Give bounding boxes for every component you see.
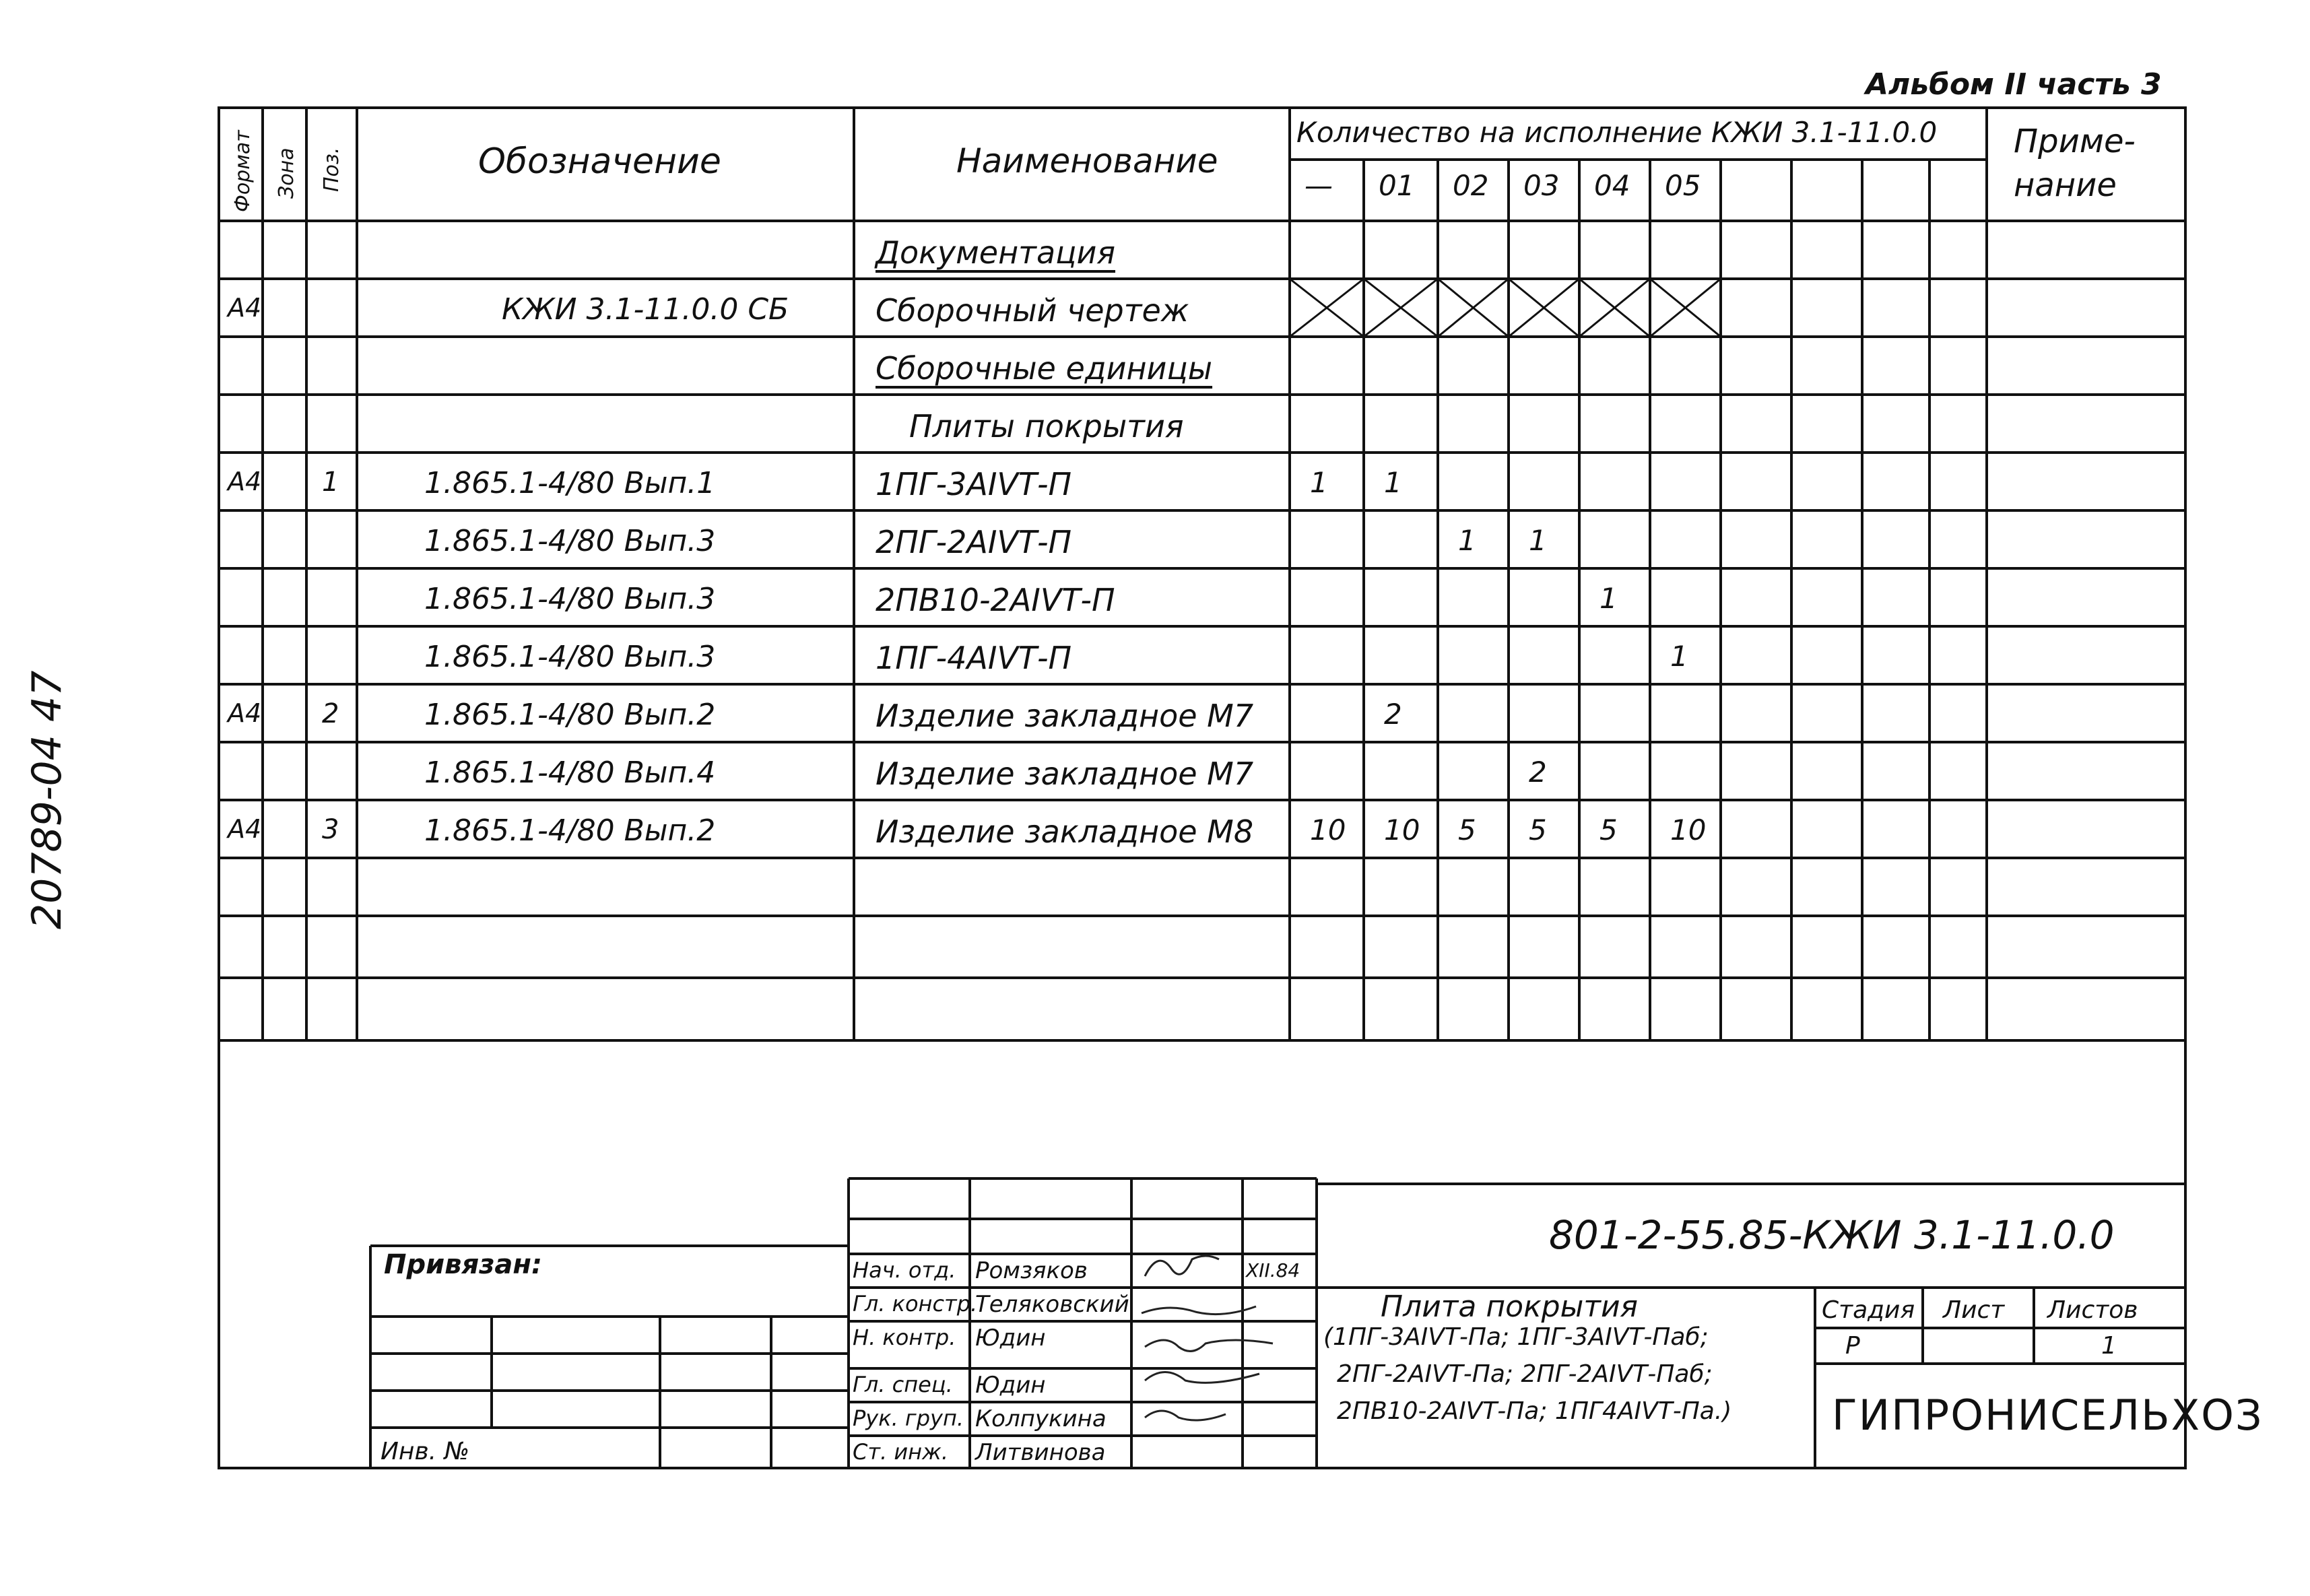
row-name: Сборочный чертеж bbox=[876, 292, 1189, 329]
row-name: Сборочные единицы bbox=[876, 350, 1213, 387]
header-note: Приме- нание bbox=[2014, 123, 2136, 204]
variant-header-3: 03 bbox=[1523, 169, 1560, 202]
row-name: Изделие закладное М8 bbox=[876, 813, 1254, 850]
organization-name: ГИПРОНИСЕЛЬХОЗ bbox=[1832, 1391, 2264, 1440]
title-line-1: Плита покрытия bbox=[1381, 1290, 1639, 1324]
row-name: Плиты покрытия bbox=[909, 408, 1184, 444]
row-name: Изделие закладное М7 bbox=[876, 756, 1254, 792]
header-pos: Поз. bbox=[320, 147, 343, 192]
stamp-person-name: Литвинова bbox=[975, 1439, 1106, 1466]
stamp-person-name: Юдин bbox=[975, 1372, 1046, 1399]
sheet-label: Лист bbox=[1943, 1296, 2005, 1324]
row-designation: 1.865.1-4/80 Вып.3 bbox=[424, 582, 716, 616]
row-name: 2ПГ-2АIVТ-П bbox=[876, 524, 1072, 560]
stamp-role: Ст. инж. bbox=[853, 1439, 949, 1465]
row-pos: 2 bbox=[322, 698, 339, 729]
row-designation: 1.865.1-4/80 Вып.2 bbox=[424, 813, 716, 848]
header-format: Формат bbox=[231, 130, 255, 212]
row-name: 1ПГ-4АIVТ-П bbox=[876, 640, 1072, 676]
inv-label: Инв. № bbox=[381, 1438, 470, 1465]
variant-header-5: 05 bbox=[1665, 169, 1701, 202]
title-line-2: (1ПГ-3АIVТ-Па; 1ПГ-3АIVТ-Паб; bbox=[1323, 1323, 1709, 1351]
variant-header-1: 01 bbox=[1379, 169, 1415, 202]
row-format: А4 bbox=[228, 698, 262, 728]
row-designation: КЖИ 3.1-11.0.0 СБ bbox=[502, 292, 789, 327]
sheets-value: 1 bbox=[2101, 1332, 2117, 1360]
cross-marks bbox=[1290, 279, 1721, 337]
stamp-role: Нач. отд. bbox=[853, 1257, 956, 1283]
sheets-label: Листов bbox=[2047, 1296, 2138, 1324]
title-line-4: 2ПВ10-2АIVТ-Па; 1ПГ4АIVТ-Па.) bbox=[1337, 1397, 1732, 1425]
header-designation: Обозначение bbox=[478, 141, 721, 182]
row-qty-0: 1 bbox=[1310, 466, 1328, 499]
header-name: Наименование bbox=[956, 141, 1218, 180]
row-name: 1ПГ-3АIVТ-П bbox=[876, 466, 1072, 502]
row-designation: 1.865.1-4/80 Вып.3 bbox=[424, 524, 716, 558]
header-zone: Зона bbox=[275, 147, 298, 199]
album-note: Альбом II часть 3 bbox=[1866, 67, 2162, 102]
stamp-person-name: Теляковский bbox=[975, 1291, 1129, 1318]
row-qty-2: 1 bbox=[1458, 524, 1476, 557]
row-designation: 1.865.1-4/80 Вып.2 bbox=[424, 698, 716, 732]
row-qty-5: 10 bbox=[1670, 813, 1707, 846]
stamp-role: Гл. спец. bbox=[853, 1372, 953, 1397]
header-quantity-title: Количество на исполнение КЖИ 3.1-11.0.0 bbox=[1296, 116, 1938, 149]
stage-label: Стадия bbox=[1822, 1296, 1915, 1324]
row-name: Изделие закладное М7 bbox=[876, 698, 1254, 734]
stamp-role: Гл. констр. bbox=[853, 1291, 978, 1317]
stamp-date: XII.84 bbox=[1246, 1259, 1300, 1282]
variant-header-0: — bbox=[1305, 169, 1333, 202]
row-qty-2: 5 bbox=[1458, 813, 1476, 846]
row-qty-3: 1 bbox=[1529, 524, 1547, 557]
stamp-person-name: Ромзяков bbox=[975, 1257, 1088, 1284]
row-qty-3: 5 bbox=[1529, 813, 1547, 846]
row-qty-4: 5 bbox=[1599, 813, 1618, 846]
title-line-3: 2ПГ-2АIVТ-Па; 2ПГ-2АIVТ-Паб; bbox=[1337, 1360, 1713, 1388]
row-qty-3: 2 bbox=[1529, 756, 1547, 789]
row-pos: 1 bbox=[322, 467, 339, 498]
row-format: А4 bbox=[228, 293, 262, 323]
row-pos: 3 bbox=[322, 814, 339, 845]
row-qty-0: 10 bbox=[1310, 813, 1346, 846]
stage-value: Р bbox=[1845, 1332, 1860, 1360]
stamp-role: Рук. груп. bbox=[853, 1405, 964, 1431]
row-name: Документация bbox=[876, 234, 1116, 271]
privyazan-label: Привязан: bbox=[384, 1249, 542, 1280]
stamp-person-name: Юдин bbox=[975, 1325, 1046, 1352]
row-designation: 1.865.1-4/80 Вып.1 bbox=[424, 466, 716, 500]
variant-header-4: 04 bbox=[1594, 169, 1630, 202]
document-code: 801-2-55.85-КЖИ 3.1-11.0.0 bbox=[1549, 1212, 2115, 1258]
stamp-role: Н. контр. bbox=[853, 1325, 956, 1350]
row-qty-5: 1 bbox=[1670, 640, 1688, 673]
row-designation: 1.865.1-4/80 Вып.4 bbox=[424, 756, 716, 790]
row-format: А4 bbox=[228, 467, 262, 496]
row-qty-4: 1 bbox=[1599, 582, 1618, 615]
row-qty-1: 2 bbox=[1384, 698, 1402, 731]
stamp-person-name: Колпукина bbox=[975, 1405, 1107, 1432]
variant-header-2: 02 bbox=[1453, 169, 1489, 202]
row-name: 2ПВ10-2АIVТ-П bbox=[876, 582, 1115, 618]
row-designation: 1.865.1-4/80 Вып.3 bbox=[424, 640, 716, 674]
side-number: 20789-04 47 bbox=[24, 670, 71, 929]
row-qty-1: 10 bbox=[1384, 813, 1420, 846]
row-qty-1: 1 bbox=[1384, 466, 1402, 499]
row-format: А4 bbox=[228, 814, 262, 844]
